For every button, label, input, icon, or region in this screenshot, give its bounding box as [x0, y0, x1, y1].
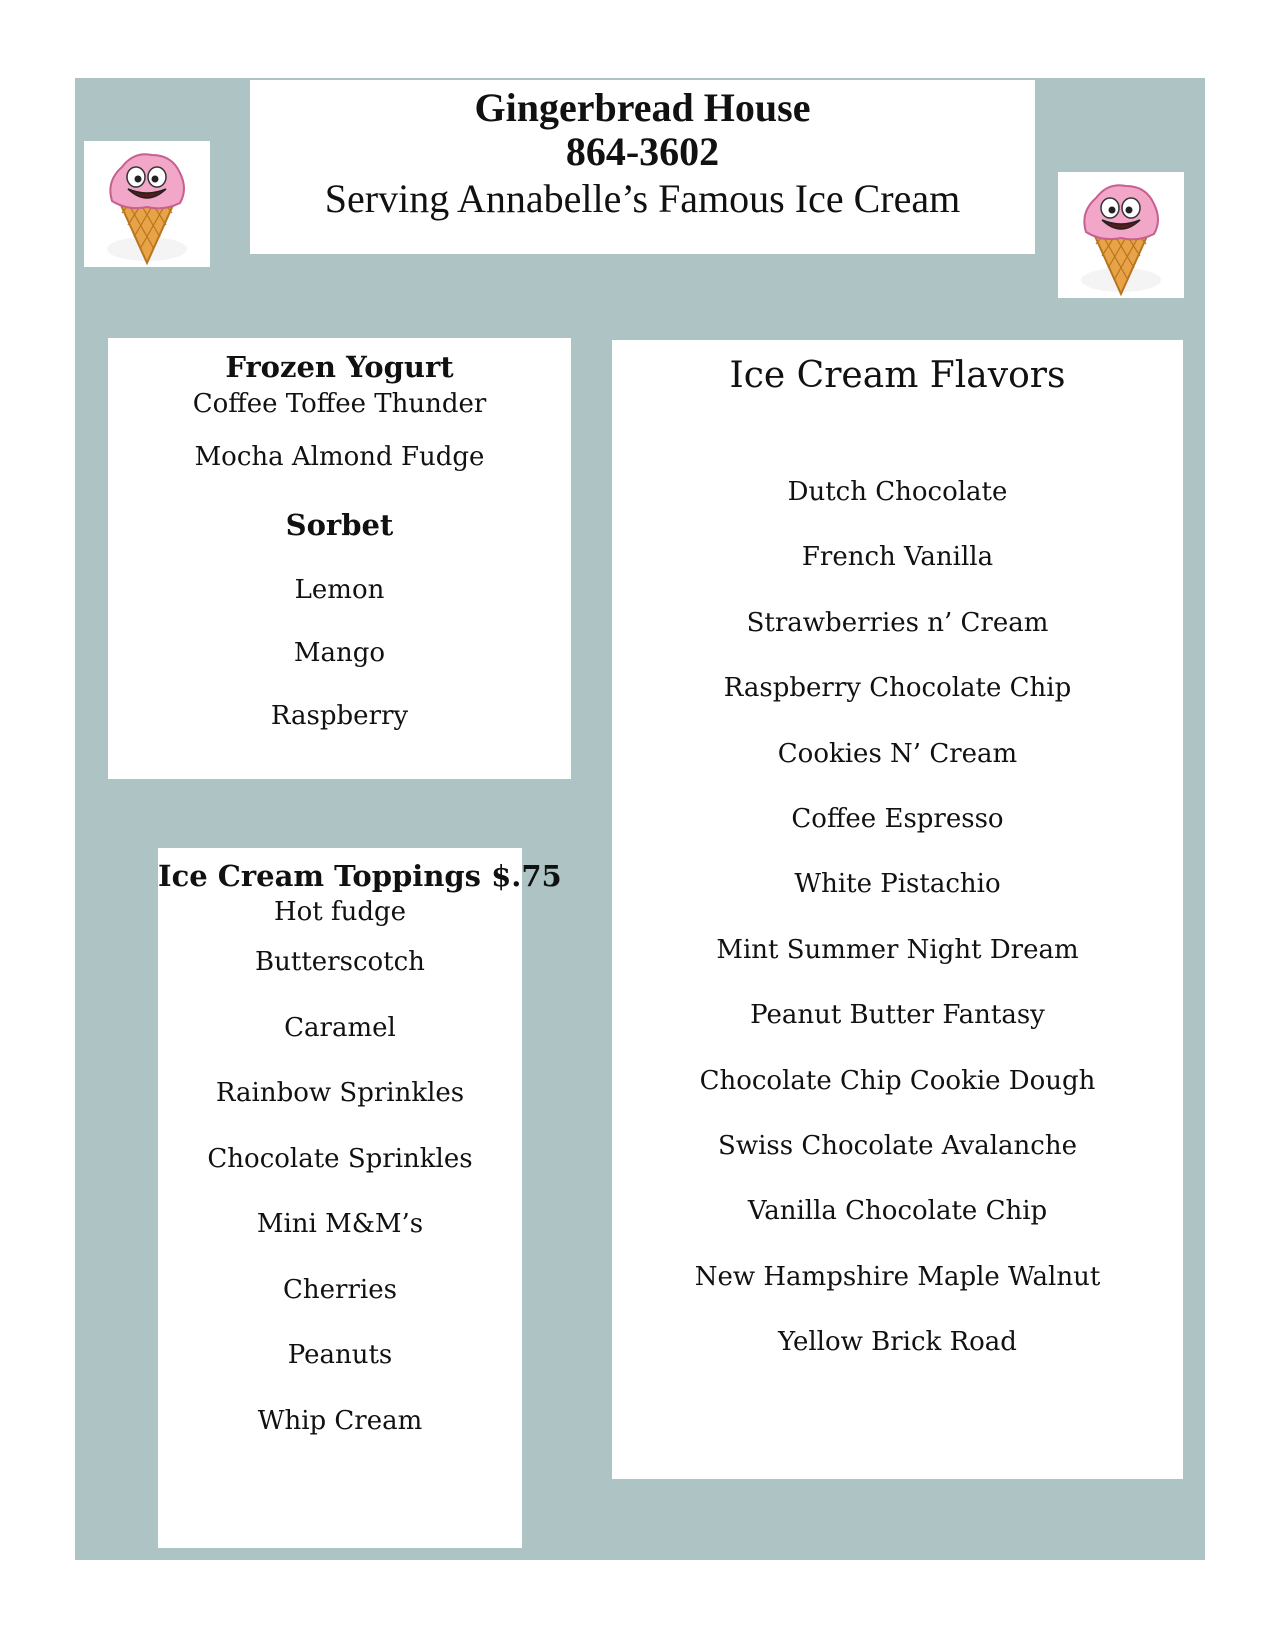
list-item: Dutch Chocolate: [787, 477, 1008, 507]
list-item: Chocolate Sprinkles: [207, 1143, 473, 1174]
list-item: Coffee Toffee Thunder: [192, 389, 487, 419]
list-item: Coffee Espresso: [791, 804, 1004, 835]
flavors-list: [612, 460, 1183, 1376]
flavors-title: Ice Cream Flavors: [729, 355, 1066, 396]
list-item: New Hampshire Maple Walnut: [694, 1261, 1101, 1292]
list-item: Hot fudge: [273, 897, 407, 927]
list-item: Raspberry: [270, 701, 409, 731]
list-item: Strawberries n’ Cream: [746, 607, 1049, 638]
sorbet-list: [108, 560, 571, 746]
list-item: Chocolate Chip Cookie Dough: [699, 1065, 1096, 1096]
list-item: Peanut Butter Fantasy: [750, 1000, 1045, 1031]
list-item: Mango: [293, 638, 386, 668]
list-item: Whip Cream: [257, 1405, 423, 1436]
list-item: Yellow Brick Road: [778, 1327, 1017, 1358]
list-item: Raspberry Chocolate Chip: [723, 673, 1072, 704]
list-item: French Vanilla: [801, 542, 994, 573]
list-item: Lemon: [294, 575, 385, 605]
list-item: White Pistachio: [794, 869, 1001, 900]
frozen-yogurt-list: [108, 384, 571, 490]
list-item: Caramel: [284, 1012, 396, 1043]
list-item: Rainbow Sprinkles: [215, 1078, 465, 1108]
list-item: Peanuts: [287, 1340, 393, 1370]
list-item: Cherries: [283, 1274, 397, 1305]
shop-tagline: Serving Annabelle’s Famous Ice Cream: [324, 176, 961, 221]
sorbet-title: Sorbet: [285, 508, 394, 542]
list-item: Mocha Almond Fudge: [194, 442, 485, 472]
list-item: Mint Summer Night Dream: [716, 934, 1079, 965]
toppings-title: Ice Cream Toppings $.75: [158, 859, 562, 893]
list-item: Cookies N’ Cream: [777, 738, 1018, 769]
shop-phone: 864-3602: [565, 129, 720, 174]
list-item: Vanilla Chocolate Chip: [747, 1196, 1048, 1227]
list-item: Mini M&M’s: [256, 1209, 424, 1239]
ice-cream-cone-icon: [1058, 172, 1184, 298]
menu-header: [250, 80, 1035, 254]
list-item: Swiss Chocolate Avalanche: [718, 1131, 1077, 1162]
frozen-yogurt-sorbet-panel: [108, 338, 571, 779]
ice-cream-cone-icon: [84, 141, 210, 267]
shop-name: Gingerbread House: [474, 85, 811, 130]
toppings-panel: [158, 848, 562, 1548]
flavors-panel: [612, 340, 1183, 1479]
frozen-yogurt-title: Frozen Yogurt: [225, 350, 454, 384]
toppings-list: [158, 894, 522, 1454]
list-item: Butterscotch: [255, 947, 425, 977]
